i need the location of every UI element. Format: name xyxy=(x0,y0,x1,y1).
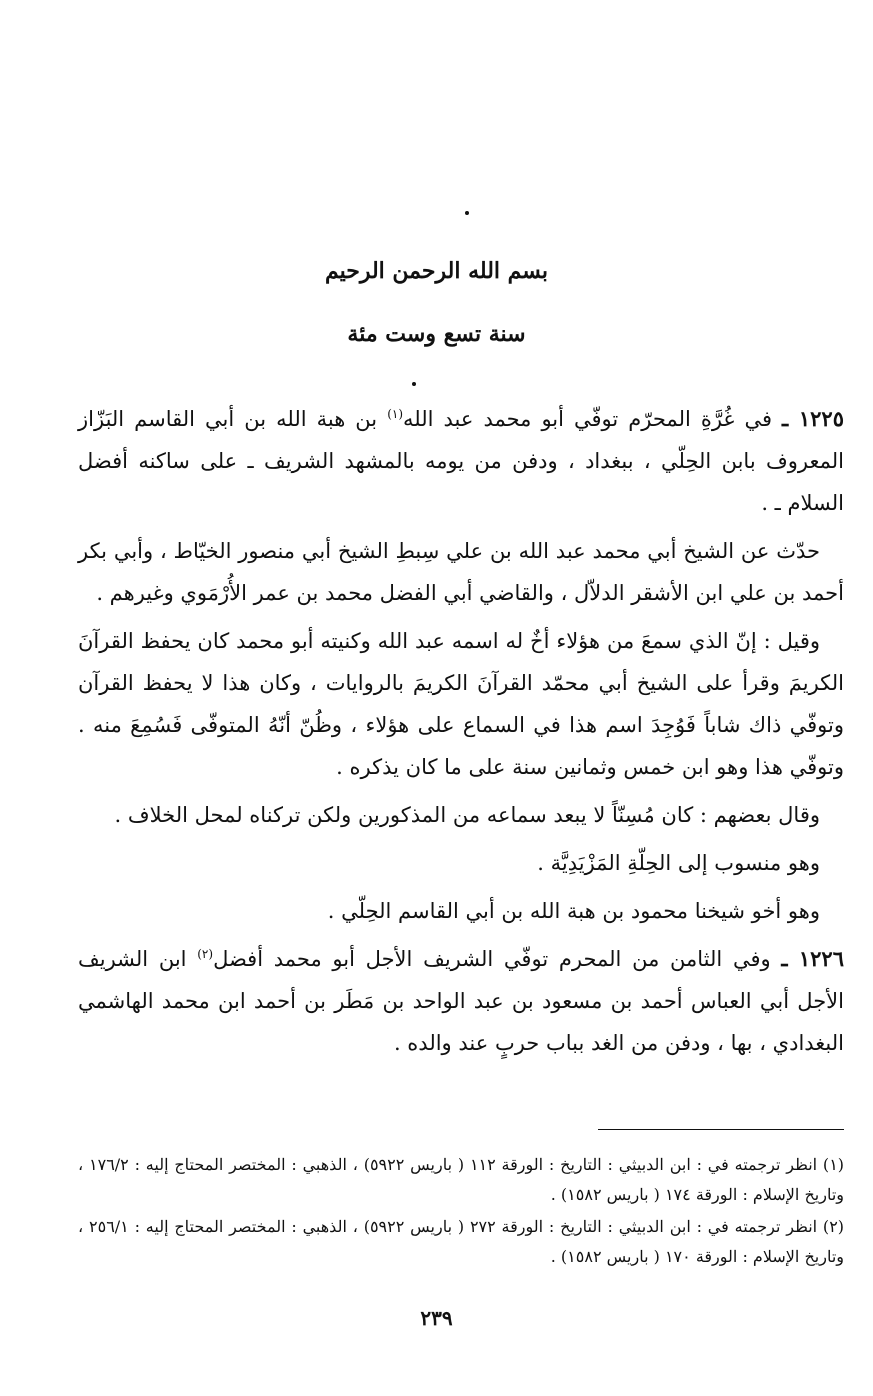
footnote-mark: (٢) xyxy=(197,947,214,961)
ink-dot xyxy=(412,382,416,386)
footnote-separator xyxy=(598,1129,844,1130)
entry-number: ١٢٢٥ ـ xyxy=(782,406,844,431)
entry-1225 xyxy=(78,398,844,524)
ink-dot xyxy=(465,211,469,215)
entry-text: ابن الشريف الأجل أبي العباس أحمد بن مسعود بن عبد الواحد بن مَطَر بن أحمد ابن محمد الهاشمي البغدادي ، بها ، ودفن من الغد بباب حربٍ عند والده . xyxy=(78,947,844,1055)
paragraph: وقيل : إنّ الذي سمعَ من هؤلاء أخٌ له اسمه عبد الله وكنيته أبو محمد كان يحفظ القرآنَ الكريمَ وقرأ على الشيخ أبي محمّد القرآنَ الكريمَ بالروايات ، وكان هذا لا يحفظ القرآن وتوفّي ذاك شاباً فَوُجِدَ اسم هذا في السماع على هؤلاء ، وظُنّ أنّهُ المتوفّى فَسُمِعَ منه . وتوفّي هذا وهو ابن خمس وثمانين سنة على ما كان يذكره . xyxy=(78,629,844,779)
paragraph: وقال بعضهم : كان مُسِنّاً لا يبعد سماعه من المذكورين ولكن تركناه لمحل الخلاف . xyxy=(114,803,820,827)
main-text xyxy=(78,398,844,1070)
paragraph: وهو منسوب إلى الحِلّةِ المَزْيَدِيَّة . xyxy=(537,851,820,875)
entry-text: وفي الثامن من المحرم توفّي الشريف الأجل أبو محمد أفضل xyxy=(213,947,771,971)
paragraph: حدّث عن الشيخ أبي محمد عبد الله بن علي سِبطِ الشيخ أبي منصور الخيّاط ، وأبي بكر أحمد بن علي ابن الأشقر الدلاّل ، والقاضي أبي الفضل محمد بن عمر الأُرْمَوي وغيرهم . xyxy=(78,539,844,605)
basmala-heading: بسم الله الرحمن الرحيم xyxy=(324,258,549,284)
entry-number: ١٢٢٦ ـ xyxy=(781,946,844,971)
entry-1226 xyxy=(78,938,844,1064)
entry-text: في غُرَّةِ المحرّم توفّي أبو محمد عبد الله xyxy=(403,407,772,431)
page-number: ٢٣٩ xyxy=(420,1306,453,1330)
footnote-mark: (١) xyxy=(387,407,404,421)
year-heading: سنة تسع وست مئة xyxy=(347,321,526,347)
footnote: (١) انظر ترجمته في : ابن الدبيثي : التاريخ : الورقة ١١٢ ( باريس ٥٩٢٢) ، الذهبي : المختصر المحتاج إليه : ١٧٦/٢ ، وتاريخ الإسلام : الورقة ١٧٤ ( باريس ١٥٨٢) . xyxy=(78,1155,845,1204)
entry-text: بن هبة الله بن أبي القاسم البَزّاز المعروف بابن الحِلّي ، ببغداد ، ودفن من يومه بالمشهد الشريف ـ على ساكنه أفضل السلام ـ . xyxy=(78,407,844,515)
footnote: (٢) انظر ترجمته في : ابن الدبيثي : التاريخ : الورقة ٢٧٢ ( باريس ٥٩٢٢) ، الذهبي : المختصر المحتاج إليه : ٢٥٦/١ ، وتاريخ الإسلام : الورقة ١٧٠ ( باريس ١٥٨٢) . xyxy=(78,1217,845,1266)
footnotes xyxy=(78,1150,844,1274)
paragraph: وهو أخو شيخنا محمود بن هبة الله بن أبي القاسم الحِلّي . xyxy=(327,899,820,923)
